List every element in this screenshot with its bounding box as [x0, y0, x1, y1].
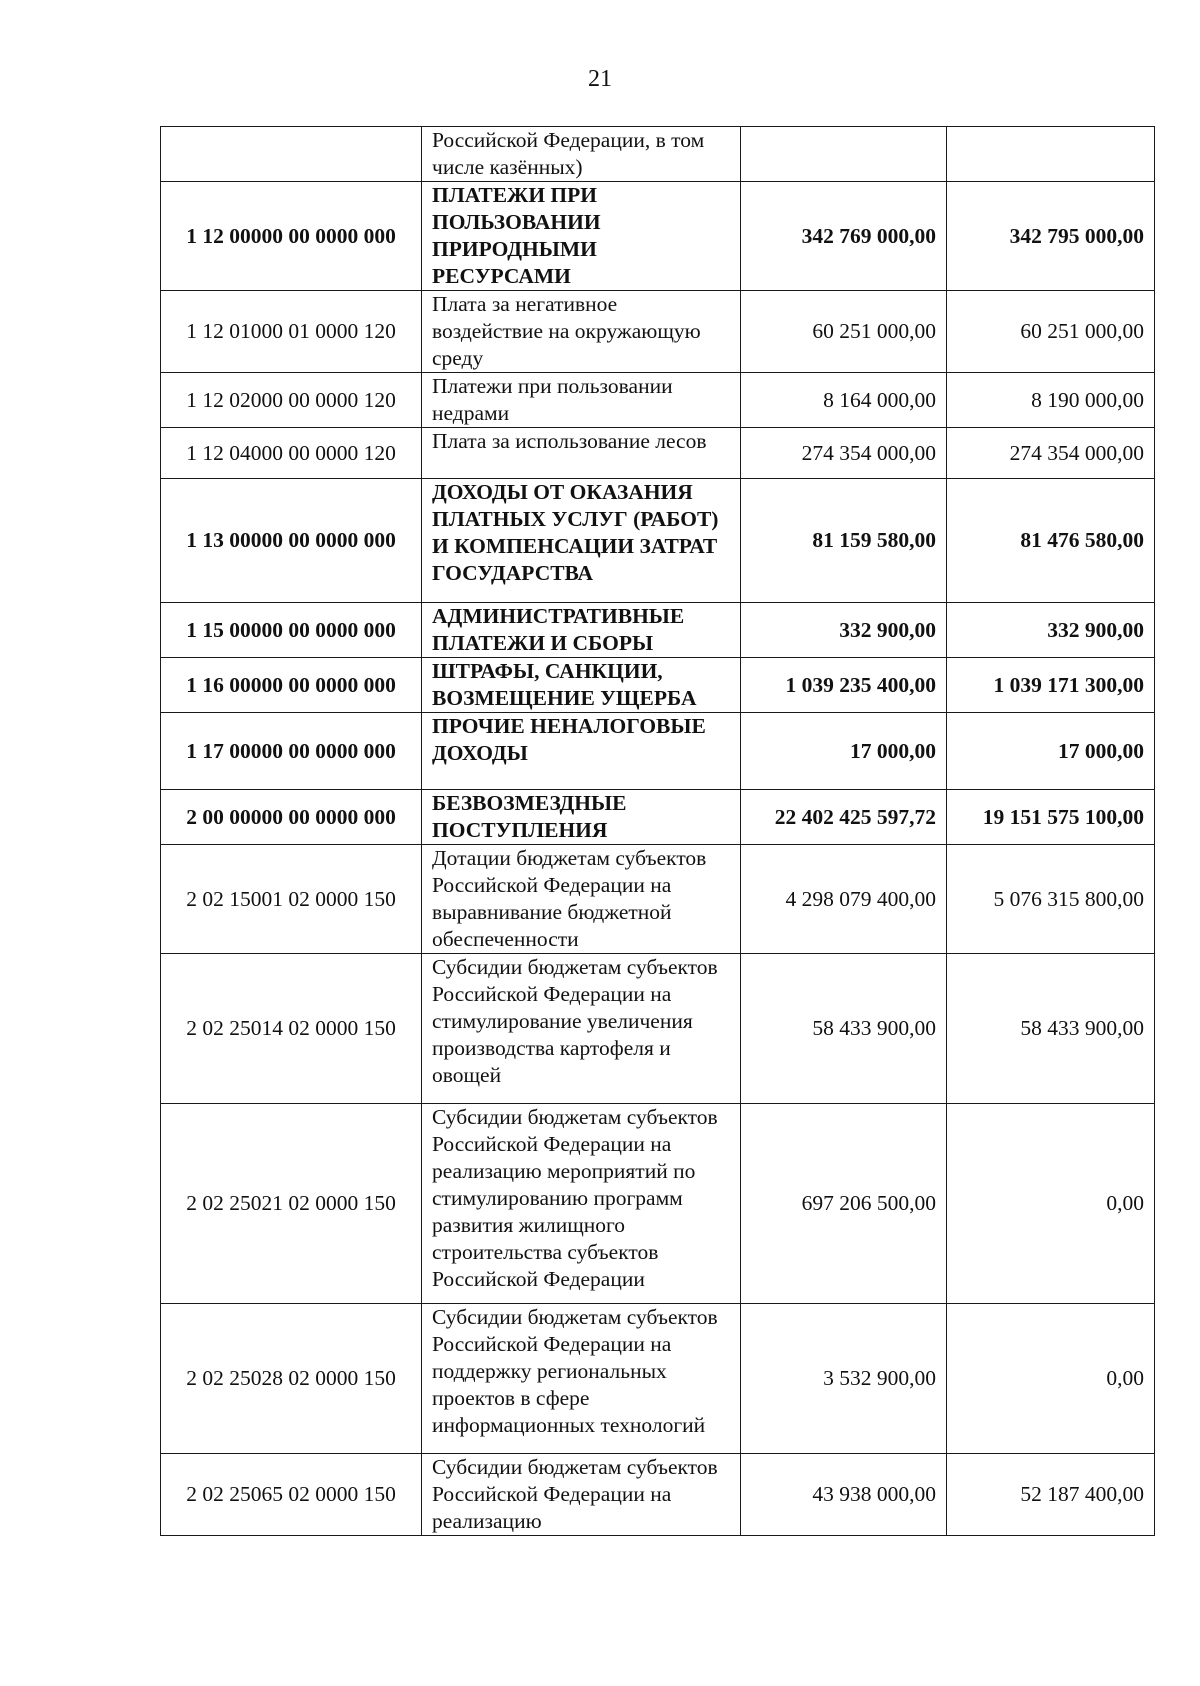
budget-code-cell: 1 15 00000 00 0000 000: [161, 603, 422, 658]
amount-year1-cell: 1 039 235 400,00: [741, 658, 947, 713]
table-row: [161, 790, 1155, 845]
amount-year2-cell: 60 251 000,00: [947, 291, 1155, 373]
amount-year1-cell: 60 251 000,00: [741, 291, 947, 373]
revenue-name-cell: Плата за использование лесов: [422, 428, 741, 479]
revenue-name-cell: ПРОЧИЕ НЕНАЛОГОВЫЕ ДОХОДЫ: [422, 713, 741, 790]
amount-year1-cell: 22 402 425 597,72: [741, 790, 947, 845]
amount-year1-cell: [741, 127, 947, 182]
revenue-name-cell: БЕЗВОЗМЕЗДНЫЕ ПОСТУПЛЕНИЯ: [422, 790, 741, 845]
budget-code-cell: 1 12 02000 00 0000 120: [161, 373, 422, 428]
amount-year1-cell: 697 206 500,00: [741, 1104, 947, 1304]
table-row: [161, 658, 1155, 713]
amount-year1-cell: 3 532 900,00: [741, 1304, 947, 1454]
budget-code-cell: 1 12 04000 00 0000 120: [161, 428, 422, 479]
table-row: [161, 713, 1155, 790]
budget-code-cell: 2 00 00000 00 0000 000: [161, 790, 422, 845]
revenue-name-cell: Субсидии бюджетам субъектов Российской Федерации на стимулирование увеличения производства картофеля и овощей: [422, 954, 741, 1104]
amount-year1-cell: 342 769 000,00: [741, 182, 947, 291]
table-row: [161, 1104, 1155, 1304]
budget-revenue-table: [160, 126, 1155, 1536]
budget-code-cell: 1 13 00000 00 0000 000: [161, 479, 422, 603]
amount-year1-cell: 17 000,00: [741, 713, 947, 790]
amount-year1-cell: 43 938 000,00: [741, 1454, 947, 1536]
table-row: [161, 954, 1155, 1104]
revenue-name-cell: ШТРАФЫ, САНКЦИИ, ВОЗМЕЩЕНИЕ УЩЕРБА: [422, 658, 741, 713]
revenue-name-cell: Российской Федерации, в том числе казённых): [422, 127, 741, 182]
amount-year2-cell: 0,00: [947, 1104, 1155, 1304]
table-row: [161, 1454, 1155, 1536]
budget-code-cell: 2 02 25028 02 0000 150: [161, 1304, 422, 1454]
revenue-name-cell: ДОХОДЫ ОТ ОКАЗАНИЯ ПЛАТНЫХ УСЛУГ (РАБОТ) И КОМПЕНСАЦИИ ЗАТРАТ ГОСУДАРСТВА: [422, 479, 741, 603]
amount-year2-cell: 274 354 000,00: [947, 428, 1155, 479]
table-row: [161, 479, 1155, 603]
amount-year2-cell: 17 000,00: [947, 713, 1155, 790]
amount-year2-cell: 81 476 580,00: [947, 479, 1155, 603]
revenue-name-cell: Дотации бюджетам субъектов Российской Федерации на выравнивание бюджетной обеспеченности: [422, 845, 741, 954]
budget-code-cell: 1 12 01000 01 0000 120: [161, 291, 422, 373]
amount-year1-cell: 8 164 000,00: [741, 373, 947, 428]
table-row: [161, 373, 1155, 428]
revenue-name-cell: Плата за негативное воздействие на окружающую среду: [422, 291, 741, 373]
amount-year2-cell: 1 039 171 300,00: [947, 658, 1155, 713]
revenue-name-cell: АДМИНИСТРАТИВНЫЕ ПЛАТЕЖИ И СБОРЫ: [422, 603, 741, 658]
page-number: 21: [588, 66, 612, 92]
revenue-name-cell: Субсидии бюджетам субъектов Российской Федерации на поддержку региональных проектов в сфере информационных технологий: [422, 1304, 741, 1454]
table-row: [161, 845, 1155, 954]
budget-code-cell: 1 16 00000 00 0000 000: [161, 658, 422, 713]
amount-year2-cell: 0,00: [947, 1304, 1155, 1454]
budget-code-cell: 2 02 25065 02 0000 150: [161, 1454, 422, 1536]
amount-year1-cell: 332 900,00: [741, 603, 947, 658]
table-row: [161, 428, 1155, 479]
amount-year2-cell: 5 076 315 800,00: [947, 845, 1155, 954]
revenue-name-cell: Субсидии бюджетам субъектов Российской Федерации на реализацию: [422, 1454, 741, 1536]
amount-year1-cell: 81 159 580,00: [741, 479, 947, 603]
amount-year1-cell: 58 433 900,00: [741, 954, 947, 1104]
budget-code-cell: 1 17 00000 00 0000 000: [161, 713, 422, 790]
amount-year2-cell: 58 433 900,00: [947, 954, 1155, 1104]
table-row: [161, 291, 1155, 373]
amount-year2-cell: 8 190 000,00: [947, 373, 1155, 428]
table-row: [161, 127, 1155, 182]
amount-year2-cell: 342 795 000,00: [947, 182, 1155, 291]
table-row: [161, 182, 1155, 291]
budget-code-cell: [161, 127, 422, 182]
budget-code-cell: 2 02 25014 02 0000 150: [161, 954, 422, 1104]
amount-year2-cell: 52 187 400,00: [947, 1454, 1155, 1536]
revenue-name-cell: Субсидии бюджетам субъектов Российской Федерации на реализацию мероприятий по стимулированию программ развития жилищного строительства субъектов Российской Федерации: [422, 1104, 741, 1304]
budget-table-body: [161, 127, 1155, 1536]
amount-year2-cell: 19 151 575 100,00: [947, 790, 1155, 845]
table-row: [161, 603, 1155, 658]
amount-year1-cell: 4 298 079 400,00: [741, 845, 947, 954]
budget-code-cell: 2 02 25021 02 0000 150: [161, 1104, 422, 1304]
revenue-name-cell: ПЛАТЕЖИ ПРИ ПОЛЬЗОВАНИИ ПРИРОДНЫМИ РЕСУРСАМИ: [422, 182, 741, 291]
amount-year2-cell: [947, 127, 1155, 182]
revenue-name-cell: Платежи при пользовании недрами: [422, 373, 741, 428]
budget-code-cell: 2 02 15001 02 0000 150: [161, 845, 422, 954]
amount-year1-cell: 274 354 000,00: [741, 428, 947, 479]
budget-code-cell: 1 12 00000 00 0000 000: [161, 182, 422, 291]
amount-year2-cell: 332 900,00: [947, 603, 1155, 658]
table-row: [161, 1304, 1155, 1454]
